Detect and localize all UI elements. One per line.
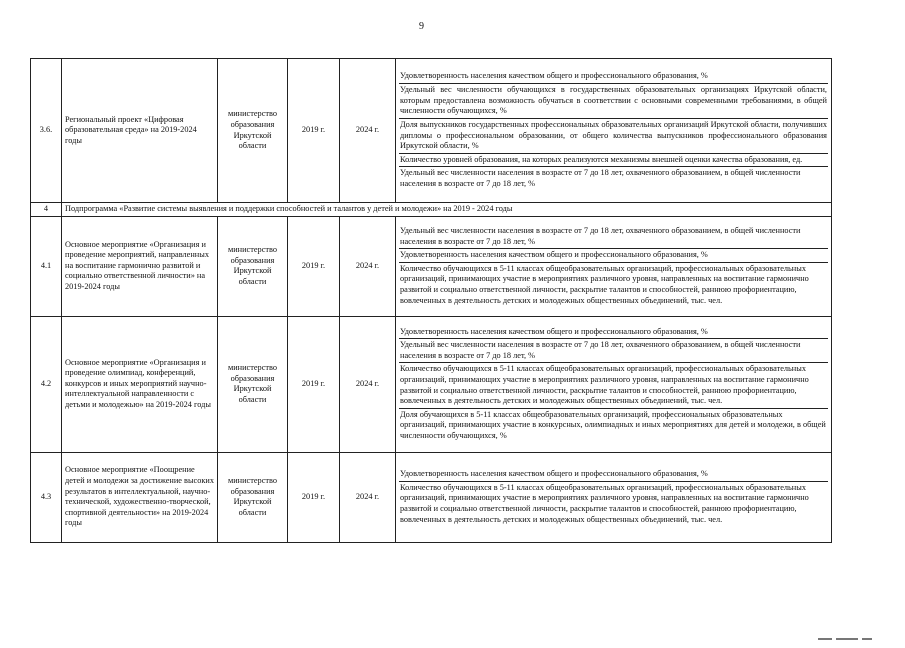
indicator: Удельный вес численности населения в возрасте от 7 до 18 лет, охваченного образованием, в общей численности населения в возрасте от 7 до 18 лет, % [400, 168, 801, 188]
indicator: Удельный вес численности обучающихся в государственных образовательных организациях Иркутской области, которым предоставлена возможность обучаться в соответствии с основными современными требованиями, в общей численности обучающихся, % [399, 84, 828, 119]
executor: министерство образования Иркутской области [218, 59, 288, 203]
indicator: Количество обучающихся в 5-11 классах общеобразовательных организаций, профессиональных образовательных организаций, принимающих участие в мероприятиях различного уровня, направленных на воспитание гармонично развитой и социально ответственной личности, раскрытие талантов и способностей, раннюю профориентацию, вовлеченных в деятельность детских и молодежных общественных объединений, тыс. чел. [399, 363, 828, 408]
indicator: Удовлетворенность населения качеством общего и профессионального образования, % [399, 249, 828, 263]
table-row [31, 59, 832, 203]
row-number: 3.6. [31, 59, 62, 203]
table-row [31, 216, 832, 316]
indicator: Удовлетворенность населения качеством общего и профессионального образования, % [399, 326, 828, 340]
measure-name: Основное мероприятие «Поощрение детей и молодежи за достижение высоких результатов в интеллектуальной, научно-технической, художественно-творческой, спортивной деятельности» на 2019-2024 годы [62, 452, 218, 542]
end-year: 2024 г. [340, 59, 396, 203]
indicators-cell [396, 316, 832, 452]
measure-name: Основное мероприятие «Организация и проведение олимпиад, конференций, конкурсов и иных мероприятий научно-интеллектуальной направленности с детьми и молодежью» на 2019-2024 годы [62, 316, 218, 452]
page-number: 9 [419, 21, 424, 32]
subprogram-title: Подпрограмма «Развитие системы выявления и поддержки способностей и талантов у детей и молодежи» на 2019 - 2024 годы [62, 203, 832, 217]
measure-name: Основное мероприятие «Организация и проведение мероприятий, направленных на воспитание гармонично развитой и социально ответственной личности» на 2019-2024 годы [62, 216, 218, 316]
table-row [31, 316, 832, 452]
end-year: 2024 г. [340, 316, 396, 452]
indicators-cell [396, 59, 832, 203]
row-number: 4.3 [31, 452, 62, 542]
program-measures-table [30, 58, 832, 543]
executor: министерство образования Иркутской области [218, 216, 288, 316]
scan-artifact [818, 630, 878, 638]
indicator: Удельный вес численности населения в возрасте от 7 до 18 лет, охваченного образованием, в общей численности населения в возрасте от 7 до 18 лет, % [399, 339, 828, 363]
subprogram-number: 4 [31, 203, 62, 217]
start-year: 2019 г. [288, 59, 340, 203]
indicator: Количество уровней образования, на которых реализуются механизмы внешней оценки качества образования, ед. [399, 154, 828, 168]
start-year: 2019 г. [288, 316, 340, 452]
indicator: Доля обучающихся в 5-11 классах общеобразовательных организаций, профессиональных образовательных организаций, принимающих участие в конкурсных, олимпиадных и иных мероприятиях для детей и молодежи, в общей численности обучающихся, % [400, 409, 826, 441]
row-number: 4.2 [31, 316, 62, 452]
indicator: Удельный вес численности населения в возрасте от 7 до 18 лет, охваченного образованием, в общей численности населения в возрасте от 7 до 18 лет, % [399, 225, 828, 249]
executor: министерство образования Иркутской области [218, 452, 288, 542]
row-number: 4.1 [31, 216, 62, 316]
indicator: Удовлетворенность населения качеством общего и профессионального образования, % [399, 70, 828, 84]
indicator: Количество обучающихся в 5-11 классах общеобразовательных организаций, профессиональных образовательных организаций, принимающих участие в мероприятиях различного уровня, направленных на воспитание гармонично развитой и социально ответственной личности, раскрытие талантов и способностей, раннюю профориентацию, вовлеченных в деятельность детских и молодежных общественных объединений, тыс. чел. [400, 263, 809, 305]
table-row [31, 452, 832, 542]
end-year: 2024 г. [340, 216, 396, 316]
indicators-cell [396, 452, 832, 542]
start-year: 2019 г. [288, 216, 340, 316]
subprogram-row [31, 203, 832, 217]
executor: министерство образования Иркутской области [218, 316, 288, 452]
measure-name: Региональный проект «Цифровая образовательная среда» на 2019-2024 годы [62, 59, 218, 203]
indicators-cell [396, 216, 832, 316]
indicator: Количество обучающихся в 5-11 классах общеобразовательных организаций, профессиональных образовательных организаций, принимающих участие в мероприятиях различного уровня, направленных на воспитание гармонично развитой и социально ответственной личности, раскрытие талантов и способностей, раннюю профориентацию, вовлеченных в деятельность детских и молодежных общественных объединений, тыс. чел. [400, 482, 809, 524]
start-year: 2019 г. [288, 452, 340, 542]
indicator: Удовлетворенность населения качеством общего и профессионального образования, % [399, 468, 828, 482]
end-year: 2024 г. [340, 452, 396, 542]
indicator: Доля выпускников государственных профессиональных образовательных организаций Иркутской области, получивших дипломы о профессиональном образовании, от общего количества выпускников профессионального образования Иркутской области, % [399, 119, 828, 154]
